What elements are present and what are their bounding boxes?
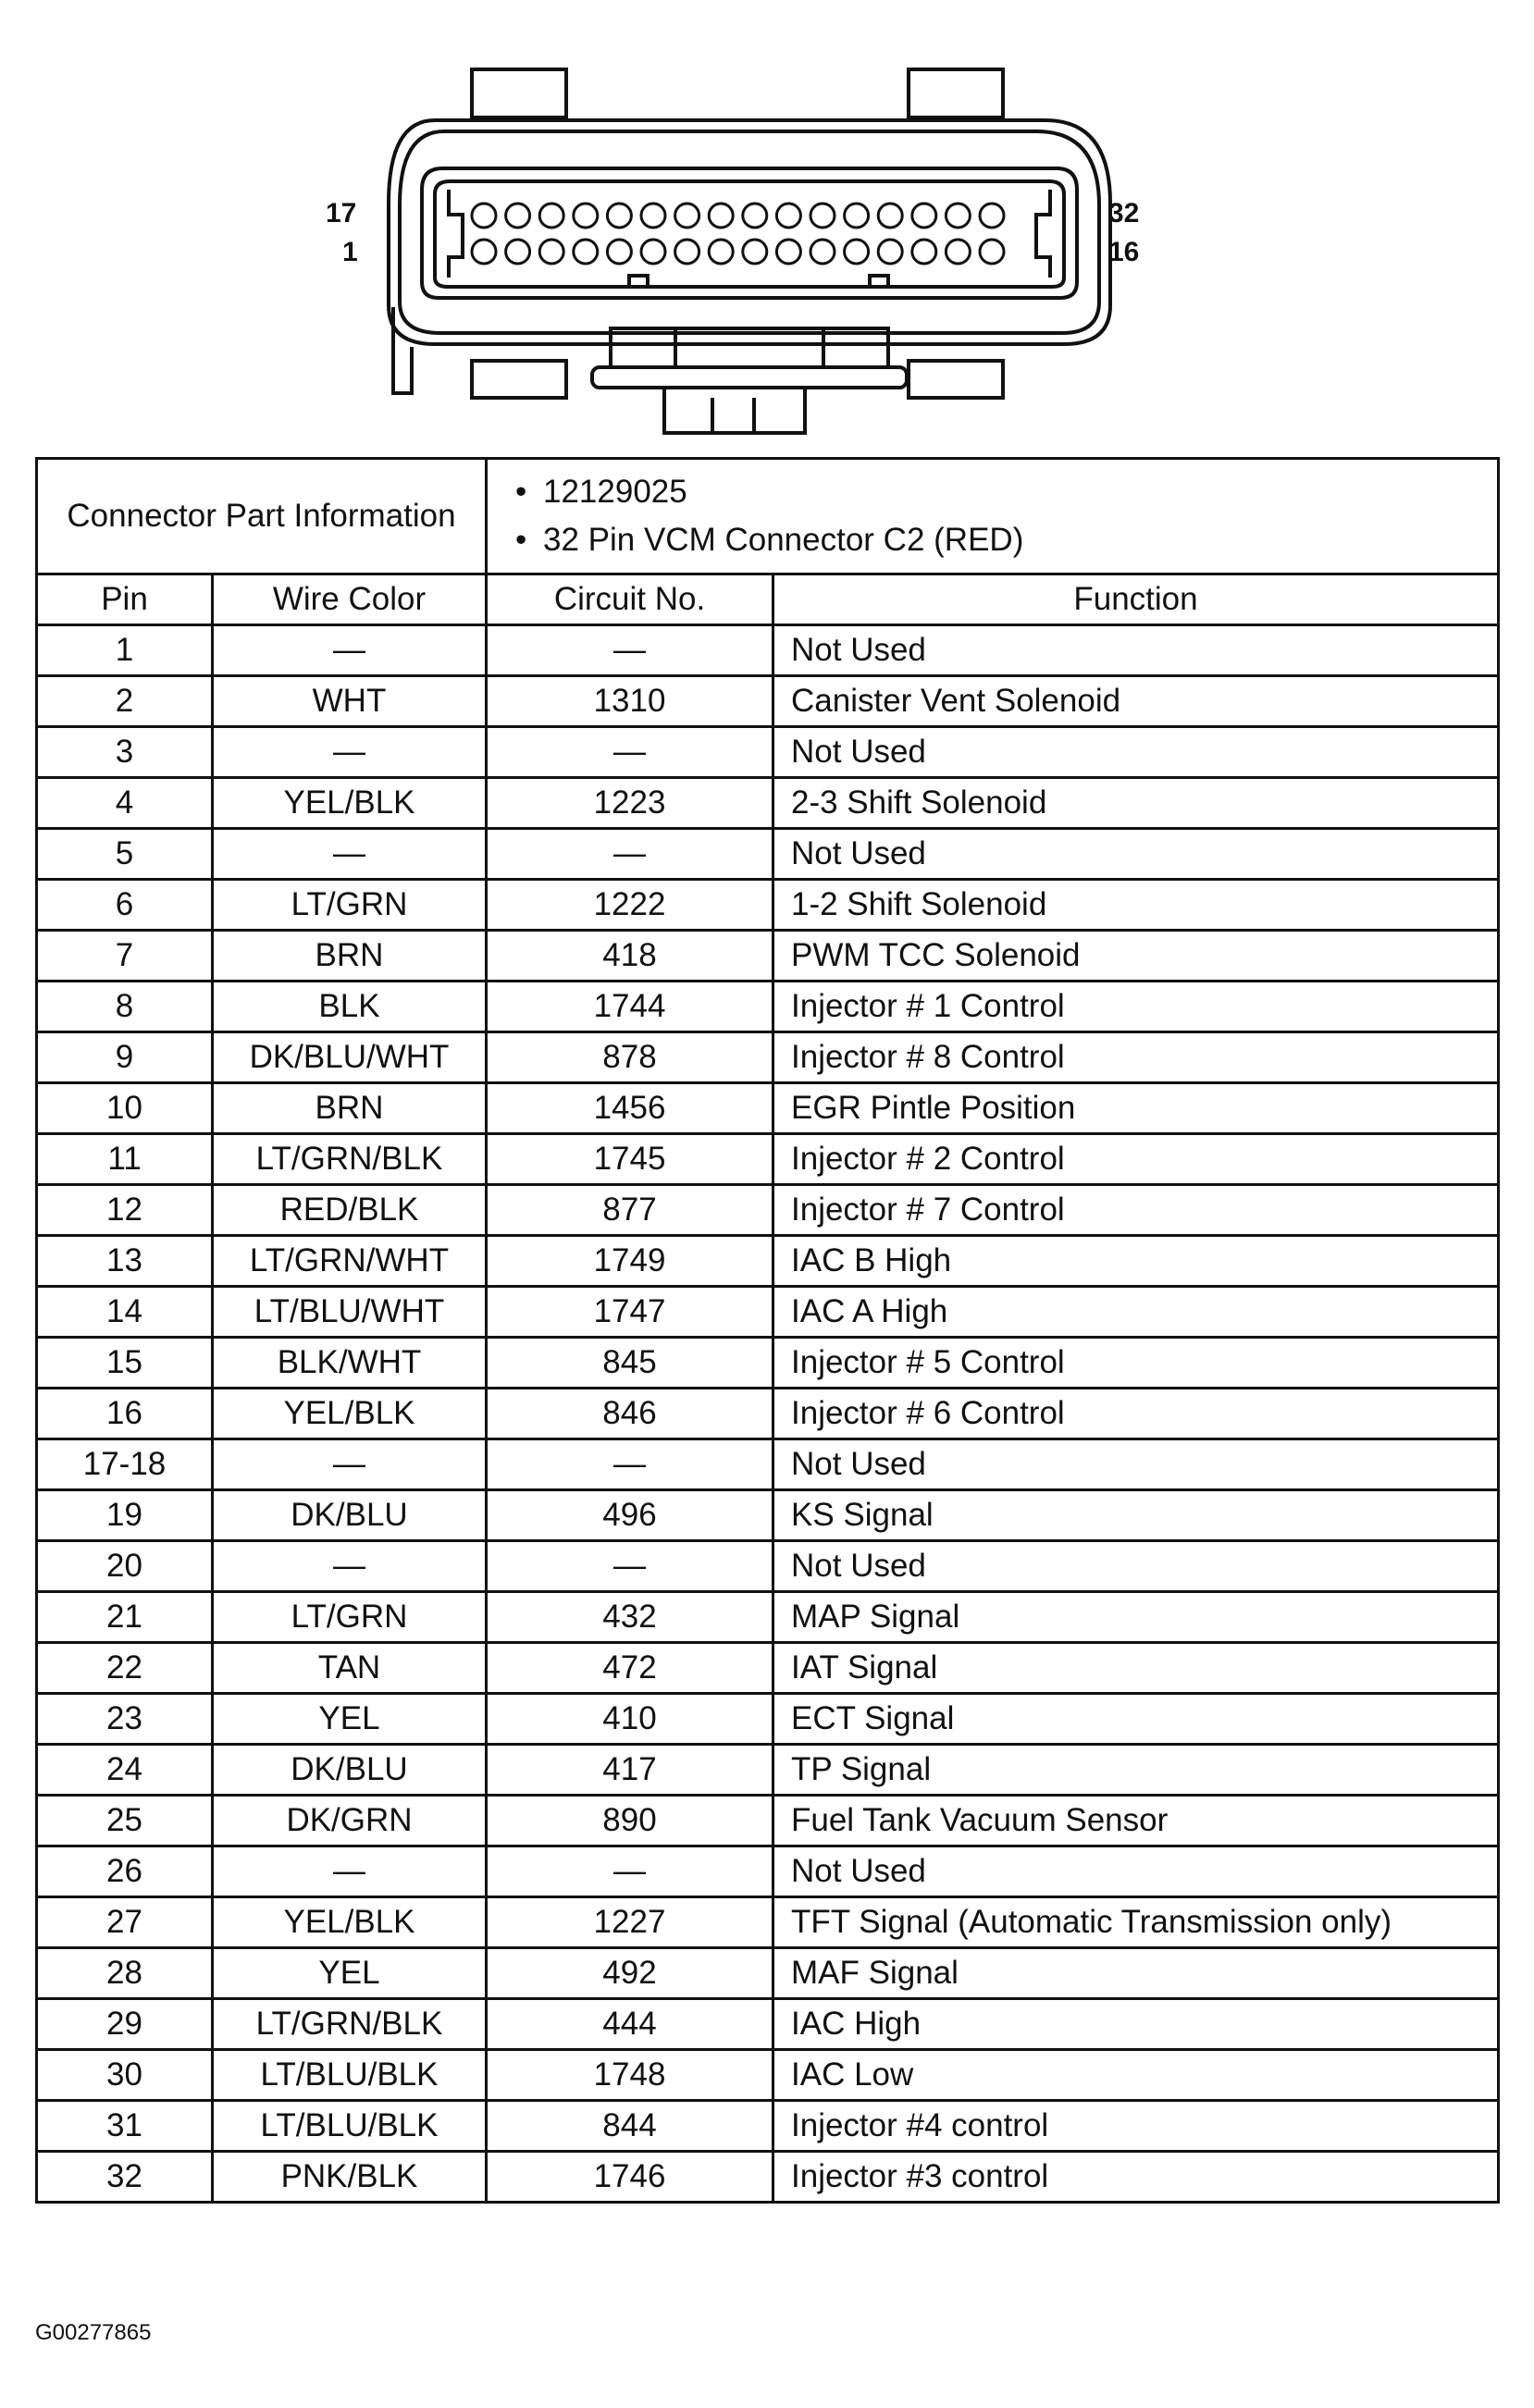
wire-color-cell: BLK/WHT [213,1338,487,1389]
function-cell: Injector # 7 Control [773,1185,1499,1236]
pin-hole [472,240,496,264]
pin-cell: 17-18 [37,1439,213,1490]
function-cell: 1-2 Shift Solenoid [773,880,1499,931]
circuit-no-cell: 1746 [487,2152,773,2203]
table-row [37,1185,1499,1236]
pin-cell: 14 [37,1287,213,1338]
pin-hole [506,204,530,228]
circuit-no-cell: 1310 [487,676,773,727]
function-cell: IAC B High [773,1236,1499,1287]
pin-cell: 21 [37,1592,213,1643]
pin-hole [641,240,665,264]
wire-color-cell: TAN [213,1643,487,1694]
function-cell: Not Used [773,1846,1499,1897]
table-row [37,727,1499,778]
circuit-no-cell: — [487,1846,773,1897]
wire-color-cell: BLK [213,982,487,1032]
wire-color-cell: PNK/BLK [213,2152,487,2203]
pin-label-17: 17 [326,198,357,228]
connector-description: • 32 Pin VCM Connector C2 (RED) [543,516,1480,564]
pin-hole [912,204,936,228]
circuit-no-cell: 410 [487,1694,773,1745]
pin-hole [641,204,665,228]
pin-cell: 7 [37,931,213,982]
table-row [37,1796,1499,1846]
wire-color-cell: RED/BLK [213,1185,487,1236]
pin-cell: 24 [37,1745,213,1796]
pin-hole [574,240,598,264]
circuit-no-cell: 492 [487,1948,773,1999]
pin-cell: 11 [37,1134,213,1185]
pin-hole [607,240,631,264]
function-cell: Injector # 5 Control [773,1338,1499,1389]
circuit-no-cell: — [487,1541,773,1592]
pin-cell: 16 [37,1389,213,1439]
pin-hole [912,240,936,264]
circuit-no-cell: — [487,1439,773,1490]
circuit-no-cell: — [487,727,773,778]
pin-cell: 20 [37,1541,213,1592]
circuit-no-cell: 877 [487,1185,773,1236]
header-function: Function [773,574,1499,625]
connector-diagram [0,0,1534,453]
wire-color-cell: LT/GRN/BLK [213,1134,487,1185]
pin-hole [845,204,869,228]
wire-color-cell: WHT [213,676,487,727]
wire-color-cell: LT/GRN/WHT [213,1236,487,1287]
pin-cell: 19 [37,1490,213,1541]
pin-cell: 8 [37,982,213,1032]
pin-cell: 32 [37,2152,213,2203]
circuit-no-cell: — [487,625,773,676]
table-row [37,1541,1499,1592]
circuit-no-cell: — [487,829,773,880]
function-cell: 2-3 Shift Solenoid [773,778,1499,829]
wire-color-cell: YEL/BLK [213,1897,487,1948]
function-cell: Not Used [773,1439,1499,1490]
pin-hole [506,240,530,264]
pin-cell: 4 [37,778,213,829]
circuit-no-cell: 444 [487,1999,773,2050]
function-cell: TFT Signal (Automatic Transmission only) [773,1897,1499,1948]
table-row [37,1745,1499,1796]
wire-color-cell: DK/BLU [213,1745,487,1796]
pin-cell: 22 [37,1643,213,1694]
function-cell: MAF Signal [773,1948,1499,1999]
pin-label-1: 1 [342,237,358,267]
wire-color-cell: — [213,1846,487,1897]
function-cell: IAC High [773,1999,1499,2050]
connector-info-label: Connector Part Information [37,459,487,574]
pin-hole [946,204,970,228]
table-row [37,931,1499,982]
table-row [37,1338,1499,1389]
wire-color-cell: — [213,1439,487,1490]
pin-hole [709,204,733,228]
pin-cell: 27 [37,1897,213,1948]
function-cell: TP Signal [773,1745,1499,1796]
wire-color-cell: — [213,829,487,880]
wire-color-cell: LT/BLU/WHT [213,1287,487,1338]
figure-id: G00277865 [35,2320,152,2345]
circuit-no-cell: 417 [487,1745,773,1796]
pin-cell: 23 [37,1694,213,1745]
wire-color-cell: BRN [213,931,487,982]
pin-cell: 5 [37,829,213,880]
wire-color-cell: YEL [213,1694,487,1745]
pin-holes [472,204,1004,264]
table-row [37,880,1499,931]
wire-color-cell: — [213,727,487,778]
wire-color-cell: — [213,1541,487,1592]
wire-color-cell: DK/GRN [213,1796,487,1846]
pin-hole [980,204,1004,228]
wire-color-cell: LT/GRN/BLK [213,1999,487,2050]
function-cell: Injector #3 control [773,2152,1499,2203]
function-cell: Not Used [773,829,1499,880]
wire-color-cell: LT/BLU/BLK [213,2050,487,2101]
circuit-no-cell: 1456 [487,1083,773,1134]
table-row [37,625,1499,676]
wire-color-cell: — [213,625,487,676]
wire-color-cell: DK/BLU/WHT [213,1032,487,1083]
circuit-no-cell: 846 [487,1389,773,1439]
pin-hole [810,204,835,228]
table-row [37,829,1499,880]
function-cell: Not Used [773,625,1499,676]
circuit-no-cell: 844 [487,2101,773,2152]
table-row [37,1897,1499,1948]
pin-hole [776,240,800,264]
function-cell: ECT Signal [773,1694,1499,1745]
wire-color-cell: LT/GRN [213,1592,487,1643]
function-cell: Injector # 8 Control [773,1032,1499,1083]
pin-cell: 10 [37,1083,213,1134]
circuit-no-cell: 845 [487,1338,773,1389]
circuit-no-cell: 1748 [487,2050,773,2101]
pin-cell: 25 [37,1796,213,1846]
function-cell: PWM TCC Solenoid [773,931,1499,982]
table-row [37,1643,1499,1694]
pin-cell: 15 [37,1338,213,1389]
pin-cell: 28 [37,1948,213,1999]
table-row [37,1694,1499,1745]
table-row [37,1846,1499,1897]
connector-part-number: • 12129025 [543,468,1480,516]
circuit-no-cell: 472 [487,1643,773,1694]
table-row [37,2101,1499,2152]
pin-cell: 1 [37,625,213,676]
table-row [37,2050,1499,2101]
circuit-no-cell: 1227 [487,1897,773,1948]
function-cell: KS Signal [773,1490,1499,1541]
circuit-no-cell: 1222 [487,880,773,931]
function-cell: Fuel Tank Vacuum Sensor [773,1796,1499,1846]
function-cell: MAP Signal [773,1592,1499,1643]
function-cell: Not Used [773,1541,1499,1592]
wire-color-cell: LT/BLU/BLK [213,2101,487,2152]
pin-cell: 12 [37,1185,213,1236]
pin-hole [743,240,767,264]
function-cell: Injector # 1 Control [773,982,1499,1032]
pin-hole [878,240,902,264]
pin-hole [709,240,733,264]
pin-hole [675,204,699,228]
wire-color-cell: YEL/BLK [213,778,487,829]
pin-hole [845,240,869,264]
circuit-no-cell: 890 [487,1796,773,1846]
wire-color-cell: BRN [213,1083,487,1134]
pin-cell: 30 [37,2050,213,2101]
pin-hole [980,240,1004,264]
table-row [37,1439,1499,1490]
table-row [37,2152,1499,2203]
function-cell: Injector # 2 Control [773,1134,1499,1185]
header-pin: Pin [37,574,213,625]
function-cell: Injector #4 control [773,2101,1499,2152]
pin-hole [539,240,563,264]
table-row [37,1490,1499,1541]
pin-cell: 13 [37,1236,213,1287]
pin-label-16: 16 [1108,237,1140,267]
table-row [37,1134,1499,1185]
function-cell: IAC A High [773,1287,1499,1338]
connector-info-row [37,459,1499,574]
function-cell: Injector # 6 Control [773,1389,1499,1439]
table-row [37,1948,1499,1999]
pin-cell: 31 [37,2101,213,2152]
wire-color-cell: YEL/BLK [213,1389,487,1439]
circuit-no-cell: 1749 [487,1236,773,1287]
pin-hole [776,204,800,228]
function-cell: Not Used [773,727,1499,778]
table-row [37,1999,1499,2050]
function-cell: IAT Signal [773,1643,1499,1694]
table-header-row [37,574,1499,625]
pin-hole [472,204,496,228]
circuit-no-cell: 1747 [487,1287,773,1338]
pin-hole [539,204,563,228]
circuit-no-cell: 1744 [487,982,773,1032]
circuit-no-cell: 496 [487,1490,773,1541]
header-circuit-no: Circuit No. [487,574,773,625]
pin-cell: 3 [37,727,213,778]
table-row [37,1389,1499,1439]
circuit-no-cell: 432 [487,1592,773,1643]
pin-hole [810,240,835,264]
table-row [37,1592,1499,1643]
table-row [37,1032,1499,1083]
circuit-no-cell: 878 [487,1032,773,1083]
pin-cell: 6 [37,880,213,931]
pin-hole [946,240,970,264]
pinout-table [35,457,1500,2204]
table-row [37,1083,1499,1134]
wire-color-cell: YEL [213,1948,487,1999]
table-row [37,778,1499,829]
pin-cell: 26 [37,1846,213,1897]
circuit-no-cell: 418 [487,931,773,982]
table-row [37,676,1499,727]
table-row [37,982,1499,1032]
connector-info-list [487,459,1499,574]
circuit-no-cell: 1223 [487,778,773,829]
pin-cell: 29 [37,1999,213,2050]
function-cell: Canister Vent Solenoid [773,676,1499,727]
pin-hole [574,204,598,228]
pin-cell: 9 [37,1032,213,1083]
wire-color-cell: LT/GRN [213,880,487,931]
header-wire-color: Wire Color [213,574,487,625]
wire-color-cell: DK/BLU [213,1490,487,1541]
pin-hole [675,240,699,264]
function-cell: IAC Low [773,2050,1499,2101]
function-cell: EGR Pintle Position [773,1083,1499,1134]
pin-hole [743,204,767,228]
pin-cell: 2 [37,676,213,727]
pin-hole [878,204,902,228]
circuit-no-cell: 1745 [487,1134,773,1185]
table-row [37,1287,1499,1338]
pin-label-32: 32 [1108,198,1140,228]
pin-hole [607,204,631,228]
table-row [37,1236,1499,1287]
